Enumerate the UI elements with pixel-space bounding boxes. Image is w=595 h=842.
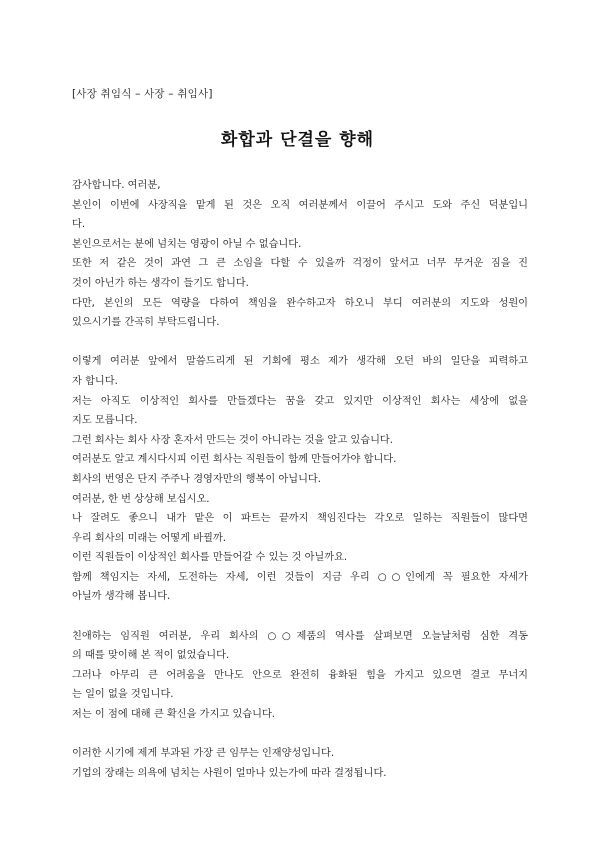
body-line: 것이 아닌가 하는 생각이 들기도 합니다. [72, 277, 249, 289]
body-line: 있으시기를 간곡히 부탁드립니다. [72, 317, 220, 329]
body-line: 본인이 이번에 사장직을 맡게 된 것은 오직 여러분께서 이끌어 주시고 도와 주신 덕분입니 [72, 199, 528, 211]
body-line: 여러분, 한 번 상상해 보십시오. [72, 493, 210, 505]
paragraph-gap [72, 725, 528, 745]
body-line: 이렇게 여러분 앞에서 말씀드리게 된 기회에 평소 제가 생각해 오던 바의 일단을 피력하고 [72, 356, 528, 368]
body-line: 감사합니다. 여러분, [72, 180, 161, 191]
body-line: 지도 모릅니다. [72, 415, 138, 427]
body-line: 저는 이 점에 대해 큰 확신을 가지고 있습니다. [72, 709, 276, 721]
document-title: 화합과 단결을 향해 [220, 130, 375, 150]
paragraph-gap [72, 607, 528, 627]
body-line: 이런 직원들이 이상적인 회사를 만들어갈 수 있는 것 아닐까요. [72, 552, 348, 564]
body-line: 아닐까 생각해 봅니다. [72, 591, 171, 603]
body-line: 회사의 번영은 단지 주주나 경영자만의 행복이 아닙니다. [72, 473, 322, 485]
body-line: 저는 아직도 이상적인 회사를 만들겠다는 꿈을 갖고 있지만 이상적인 회사는 세상에 없을 [72, 395, 528, 407]
body-line: 의 때를 맞이해 본 적이 없었습니다. [72, 650, 230, 662]
paragraph-gap [72, 333, 528, 353]
body-line: 나 잘려도 좋으니 내가 맡은 이 파트는 끝까지 책임진다는 각오로 일하는 직원들이 많다면 [72, 513, 528, 525]
body-line: 그러나 아무리 큰 어려움을 만나도 안으로 완전히 융화된 힘을 가지고 있으면 결코 무너지 [72, 669, 528, 681]
body-line: 친애하는 임직원 여러분, 우리 회사의 ○○제품의 역사를 살펴보면 오늘날처럼 심한 격동 [72, 630, 528, 642]
body-line: 또한 저 같은 것이 과연 그 큰 소임을 다할 수 있을까 걱정이 앞서고 너무 무거운 짐을 진 [72, 258, 528, 270]
body-line: 기업의 장래는 의욕에 넘치는 사원이 얼마나 있는가에 따라 결정됩니다. [72, 767, 387, 779]
document-category-tag: [사장 취임식 – 사장 – 취임사] [72, 88, 213, 100]
body-line: 여러분도 알고 계시다시피 이런 회사는 직원들이 함께 만들어가야 합니다. [72, 454, 397, 466]
body-line: 본인으로서는 분에 넘치는 영광이 아닐 수 없습니다. [72, 238, 302, 250]
body-line: 우리 회사의 미래는 어떻게 바뀔까. [72, 532, 226, 544]
body-line: 함께 책임지는 자세, 도전하는 자세, 이런 것들이 지금 우리 ○○인에게 꼭 필요한 자세가 [72, 571, 528, 583]
body-line: 자 합니다. [72, 375, 118, 387]
body-line: 는 일이 없을 것입니다. [72, 689, 174, 701]
body-line: 다. [72, 219, 86, 231]
body-line: 다만, 본인의 모든 역량을 다하여 책임을 완수하고자 하오니 부디 여러분의 지도와 성원이 [72, 297, 528, 309]
speech-body [72, 176, 528, 783]
body-line: 그런 회사는 회사 사장 혼자서 만드는 것이 아니라는 것을 알고 있습니다. [72, 434, 394, 446]
body-line: 이러한 시기에 제게 부과된 가장 큰 임무는 인재양성입니다. [72, 748, 335, 760]
